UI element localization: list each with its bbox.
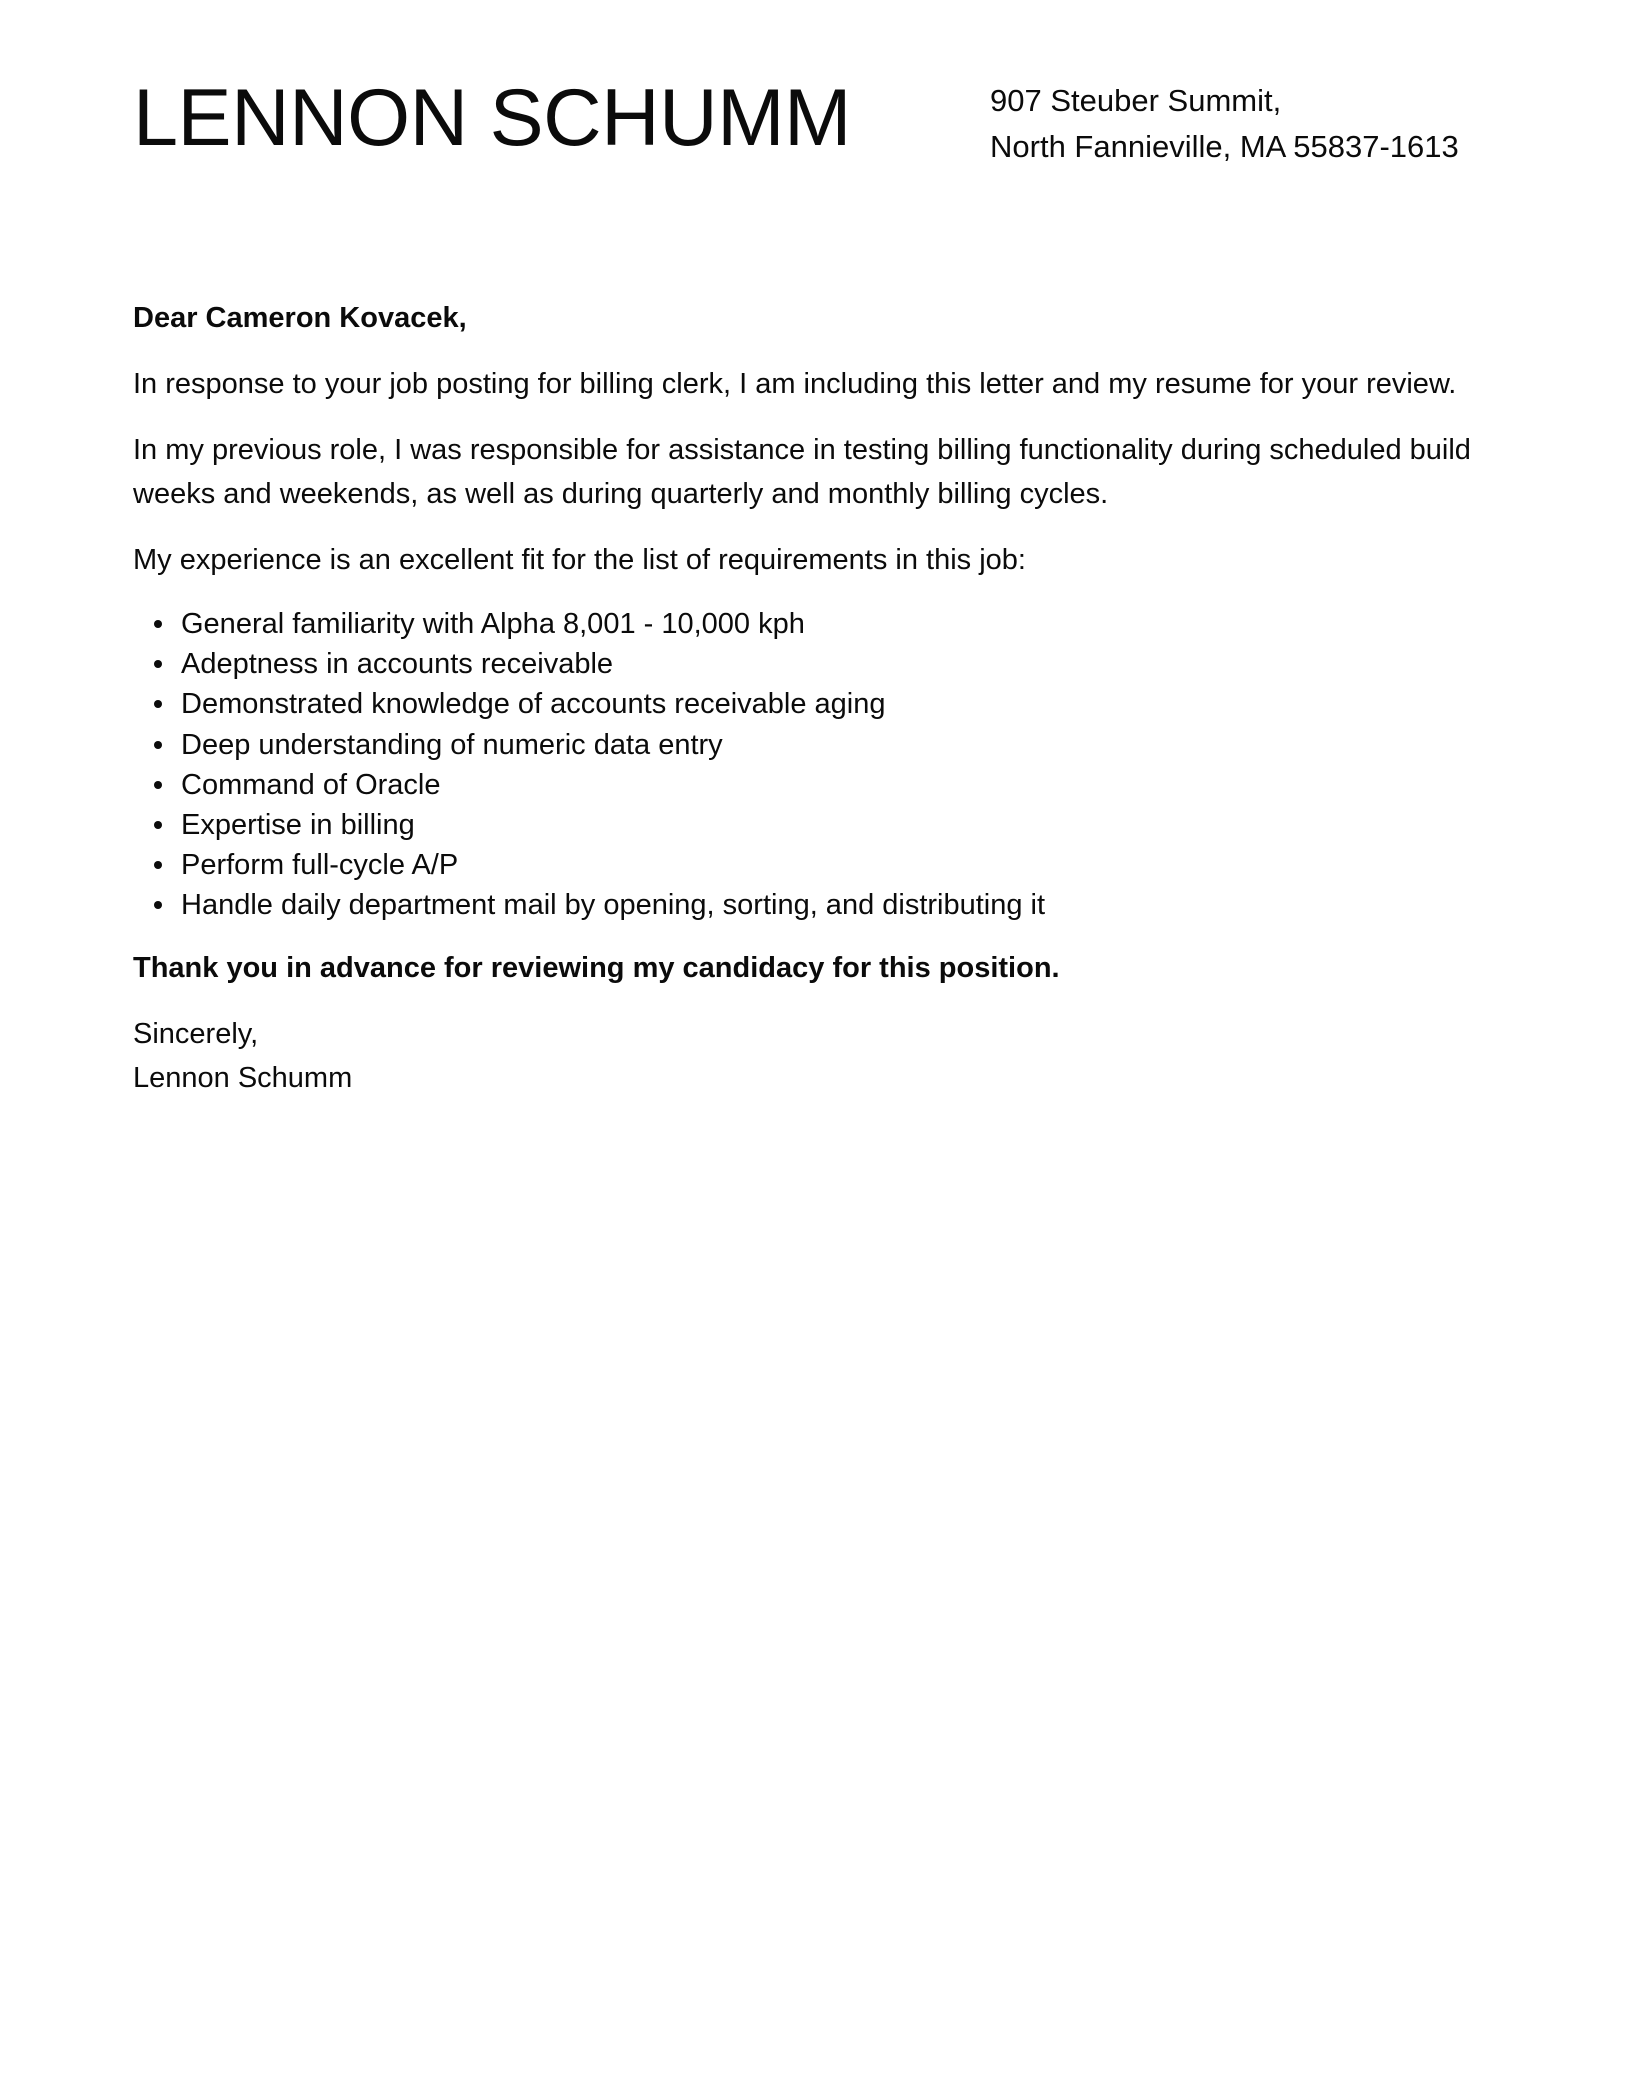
salutation: Dear Cameron Kovacek, [133,302,467,334]
address-line-1: 907 Steuber Summit, [990,83,1282,118]
signoff-block [133,1012,1493,1100]
bullet-icon [154,821,162,829]
list-item [133,885,1493,925]
requirement-text: Command of Oracle [181,768,441,801]
bullet-icon [154,700,162,708]
requirement-text: General familiarity with Alpha 8,001 - 10,000 kph [181,608,805,640]
requirement-text: Demonstrated knowledge of accounts receivable aging [181,688,886,721]
letter-header [133,68,1503,188]
bullet-icon [154,620,162,628]
bullet-icon [154,861,162,869]
signature-name: Lennon Schumm [133,1061,353,1094]
requirement-text: Adeptness in accounts receivable [181,648,614,681]
list-item [133,725,1493,765]
list-item [133,845,1493,885]
bullet-icon [154,660,162,668]
list-item [133,805,1493,845]
sender-name: LENNON SCHUMM [133,73,852,163]
address-line-2: North Fannieville, MA 55837-1613 [990,129,1459,164]
requirement-text: Perform full-cycle A/P [181,849,459,882]
list-item [133,604,1493,644]
bullet-icon [154,781,162,789]
requirements-list [133,604,1493,926]
list-item [133,644,1493,684]
bullet-icon [154,901,162,909]
experience-paragraph: In my previous role, I was responsible for assistance in testing billing functionality during scheduled build weeks and weekends, as well as during quarterly and monthly billing cycles. [133,434,1471,510]
requirement-text: Deep understanding of numeric data entry [181,728,723,761]
sender-address [990,78,1459,170]
requirement-text: Expertise in billing [181,809,415,842]
intro-paragraph: In response to your job posting for billing clerk, I am including this letter and my resume for your review. [133,368,1457,400]
closing-line: Thank you in advance for reviewing my candidacy for this position. [133,951,1060,984]
letter-body [133,296,1493,1100]
list-item [133,684,1493,724]
requirements-intro: My experience is an excellent fit for the list of requirements in this job: [133,544,1026,576]
signoff-text: Sincerely, [133,1017,259,1050]
list-item [133,765,1493,805]
requirement-text: Handle daily department mail by opening, sorting, and distributing it [181,889,1046,922]
bullet-icon [154,741,162,749]
